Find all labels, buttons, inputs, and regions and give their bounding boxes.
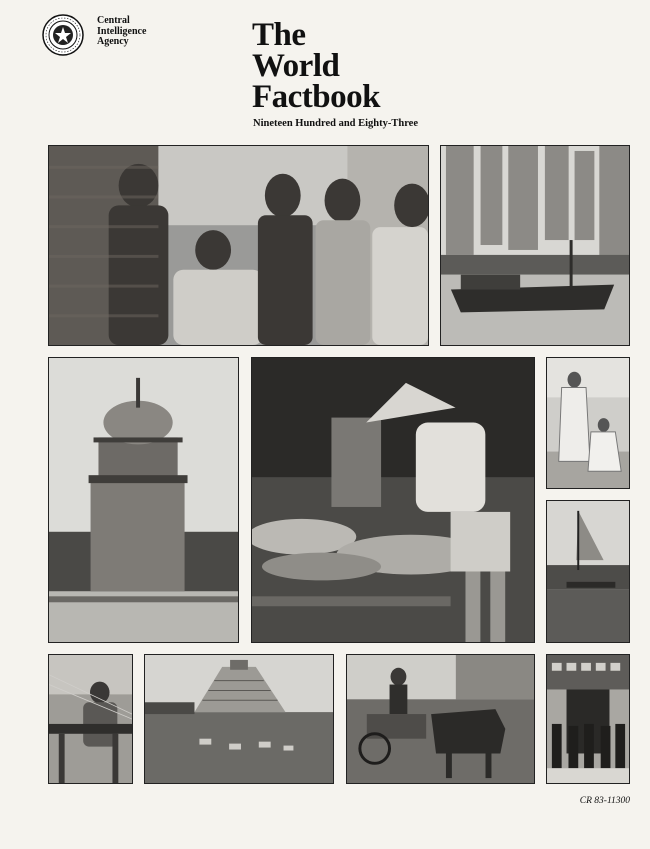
sailboat-photo [546, 500, 630, 643]
agency-name [97, 16, 146, 48]
woman-weaving-baskets-photo [251, 357, 535, 643]
ox-cart-photo [346, 654, 535, 784]
mayan-pyramid-photo [144, 654, 334, 784]
title-line-3: Factbook [252, 79, 380, 115]
document-code: CR 83-11300 [579, 796, 630, 806]
cia-seal-icon [42, 14, 84, 56]
agency-line-1: Central [97, 15, 130, 26]
title-line-1: The [252, 17, 306, 53]
children-portrait-photo [48, 145, 429, 346]
page-subtitle: Nineteen Hundred and Eighty-Three [253, 118, 419, 129]
temple-doorway-photo [546, 654, 630, 784]
agency-line-3: Agency [97, 36, 129, 47]
harbor-junk-boat-photo [440, 145, 630, 346]
title-line-2: World [252, 48, 340, 84]
man-at-loom-photo [48, 654, 133, 784]
page-title [252, 17, 380, 115]
robed-figures-photo [546, 357, 630, 489]
agency-line-2: Intelligence [97, 25, 147, 37]
minaret-tower-photo [48, 357, 239, 643]
